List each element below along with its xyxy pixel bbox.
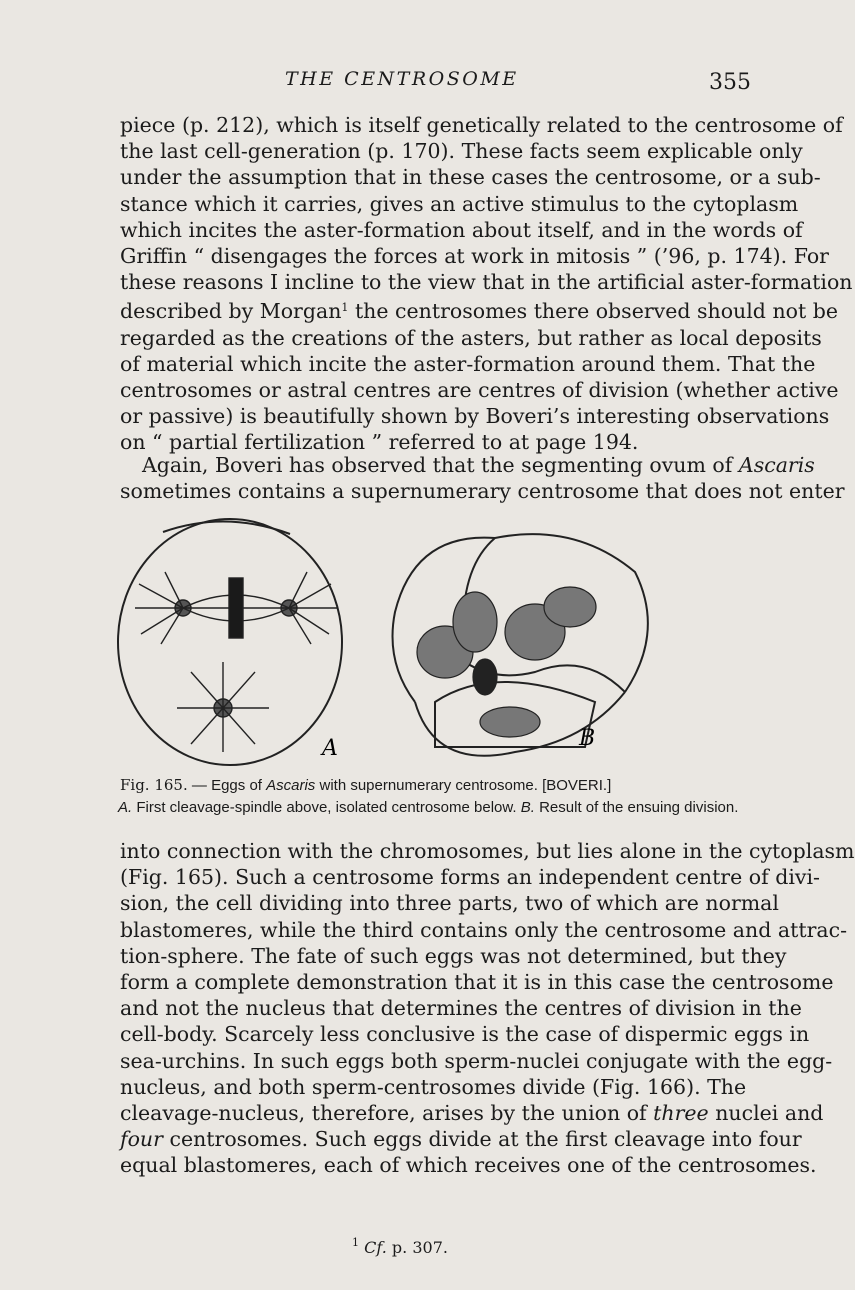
spindle-upper bbox=[135, 572, 337, 644]
text-line: sion, the cell dividing into three parts, two of which are normal bbox=[120, 891, 779, 916]
egg-a-polar-body bbox=[163, 521, 290, 534]
footnote-text: p. 307. bbox=[386, 1238, 448, 1257]
text-line: or passive) is beautifully shown by Boveri’s interesting observations bbox=[120, 404, 830, 429]
egg-a-membrane bbox=[118, 519, 342, 765]
footnote-ref: Cf. bbox=[364, 1238, 387, 1257]
text-line: into connection with the chromosomes, but lies alone in the cytoplasm bbox=[120, 839, 855, 863]
footnote bbox=[0, 1236, 800, 1257]
chromosome-groups bbox=[417, 587, 596, 737]
paragraph-2 bbox=[120, 452, 845, 504]
text-line: equal blastomeres, each of which receives one of the centrosomes. bbox=[120, 1153, 817, 1178]
text-fragment: nuclei and bbox=[715, 1101, 824, 1126]
text-line: Griffin “ disengages the forces at work in mitosis ” (’96, p. 174). For bbox=[120, 244, 829, 269]
text-fragment: cleavage-nucleus, therefore, arises by the union of bbox=[120, 1101, 647, 1126]
running-head: THE CENTROSOME bbox=[285, 68, 519, 90]
text-line bbox=[120, 1126, 802, 1152]
text-line: sometimes contains a supernumerary centrosome that does not enter bbox=[120, 479, 845, 504]
figure-label-b: B bbox=[579, 726, 596, 751]
figure-label-a: A bbox=[322, 736, 338, 761]
figure-caption-line-2 bbox=[118, 799, 758, 816]
egg-a-illustration bbox=[118, 519, 342, 765]
text-line: (Fig. 165). Such a centrosome forms an independent centre of divi- bbox=[120, 865, 820, 890]
taxon-name: Ascaris bbox=[738, 453, 815, 477]
text-line: centrosomes or astral centres are centres of division (whether active bbox=[120, 378, 839, 403]
text-line: under the assumption that in these cases the centrosome, or a sub- bbox=[120, 165, 821, 190]
text-line: on “ partial fertilization ” referred to at page 194. bbox=[120, 430, 639, 455]
caption-label-b: B. bbox=[520, 799, 535, 816]
page-header bbox=[0, 68, 800, 108]
footnote-marker: 1 bbox=[341, 301, 349, 315]
text-line: form a complete demonstration that it is in this case the centrosome bbox=[120, 970, 834, 995]
caption-figure-number: Fig. 165. bbox=[120, 776, 188, 794]
emphasis: four bbox=[120, 1127, 163, 1152]
caption-text: with supernumerary centrosome. [BOVERI.] bbox=[315, 777, 612, 794]
text-fragment: Again, Boveri has observed that the segmenting ovum of bbox=[142, 453, 733, 477]
figure-165 bbox=[115, 512, 655, 770]
caption-text: — Eggs of bbox=[187, 777, 267, 794]
emphasis: three bbox=[653, 1101, 709, 1126]
text-line: of material which incite the aster-formation around them. That the bbox=[120, 351, 816, 376]
text-line: stance which it carries, gives an active stimulus to the cytoplasm bbox=[120, 191, 799, 216]
text-line: nucleus, and both sperm-centrosomes divide (Fig. 166). The bbox=[120, 1074, 747, 1099]
page-number: 355 bbox=[709, 70, 751, 95]
text-fragment: described by Morgan bbox=[120, 299, 342, 324]
text-line bbox=[120, 1100, 824, 1126]
footnote-number: 1 bbox=[352, 1236, 360, 1249]
caption-text: First cleavage-spindle above, isolated centrosome below. bbox=[132, 799, 521, 816]
caption-label-a: A. bbox=[118, 799, 133, 816]
text-line: and not the nucleus that determines the centres of division in the bbox=[120, 996, 802, 1021]
paragraph-1 bbox=[120, 112, 853, 456]
isolated-centrosome-aster bbox=[177, 662, 269, 752]
text-line bbox=[120, 452, 815, 478]
caption-taxon: Ascaris bbox=[266, 777, 316, 794]
text-line: cell-body. Scarcely less conclusive is the case of dispermic eggs in bbox=[120, 1022, 810, 1047]
text-line: regarded as the creations of the asters, but rather as local deposits bbox=[120, 325, 822, 350]
egg-b-illustration bbox=[393, 534, 648, 756]
text-line: tion-sphere. The fate of such eggs was not determined, but they bbox=[120, 943, 787, 968]
text-line: these reasons I incline to the view that in the artificial aster-formation bbox=[120, 270, 853, 295]
text-line: which incites the aster-formation about itself, and in the words of bbox=[120, 217, 803, 242]
caption-text: Result of the ensuing division. bbox=[534, 799, 739, 816]
text-line: sea-urchins. In such eggs both sperm-nuclei conjugate with the egg- bbox=[120, 1048, 833, 1073]
text-line-with-footnote bbox=[120, 295, 838, 324]
figure-caption-line-1 bbox=[120, 776, 760, 794]
text-line: piece (p. 212), which is itself genetically related to the centrosome of bbox=[120, 113, 843, 137]
text-fragment: centrosomes. Such eggs divide at the first cleavage into four bbox=[169, 1127, 802, 1152]
text-fragment: the centrosomes there observed should not be bbox=[354, 299, 838, 324]
paragraph-3 bbox=[120, 838, 855, 1179]
text-line: the last cell-generation (p. 170). These facts seem explicable only bbox=[120, 139, 803, 164]
text-line: blastomeres, while the third contains only the centrosome and attrac- bbox=[120, 917, 847, 942]
